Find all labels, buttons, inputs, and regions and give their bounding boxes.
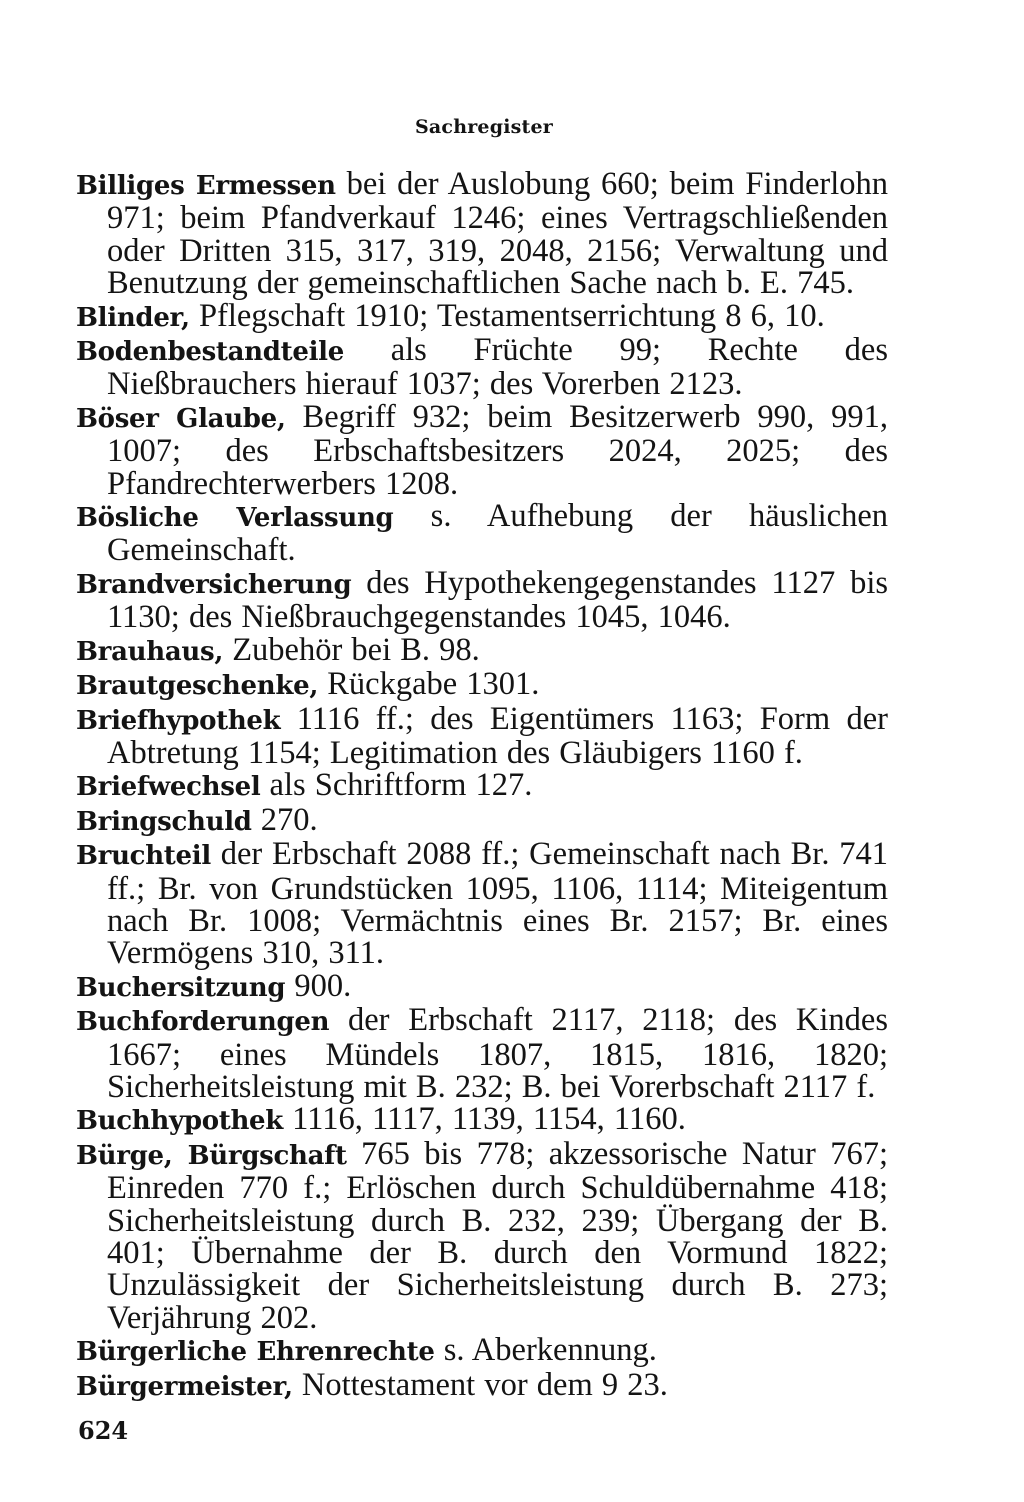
index-entry (76, 564, 888, 636)
index-entry (76, 1004, 888, 1103)
index-entry (76, 700, 888, 771)
entry-term: Bürge, Bürgschaft (76, 1140, 347, 1171)
index-entry (76, 398, 889, 502)
entry-references: 765 bis 778; akzessorische Natur 767; Einreden 770 f.; Erlöschen durch Schuldübernahme 418; Sicherheitsleistung durch B. 232, 239; Übergang der B. 401; Übernahme der B. durch den Vormund 1822; Unzulässigkeit der Sicherheitsleistung durch B. 273; Verjährung 202. (107, 1135, 888, 1336)
entry-references: der Erbschaft 2088 ff.; Gemeinschaft nach Br. 741 ff.; Br. von Grundstücken 1095, 1106, 1114; Miteigentum nach Br. 1008; Vermächtnis eines Br. 2157; Br. eines Vermögens 310, 311. (107, 836, 888, 972)
entry-term: Bruchteil (76, 841, 211, 872)
index-entry-list (76, 168, 888, 1403)
entry-term: Blinder, (76, 302, 190, 333)
index-entry (76, 297, 888, 334)
entry-references: Zubehör bei B. 98. (223, 631, 480, 668)
index-entry (76, 1103, 888, 1137)
entry-term: Bodenbestandteile (76, 337, 344, 368)
index-entry (76, 769, 888, 803)
entry-references: 1116 ff.; des Eigentümers 1163; Form der Abtretung 1154; Legitimation des Gläubigers 1160 f. (107, 700, 888, 771)
entry-references: Pflegschaft 1910; Testamentserrichtung 8 6, 10. (189, 297, 825, 334)
index-entry (76, 334, 888, 401)
entry-references: Rückgabe 1301. (318, 666, 540, 703)
entry-term: Briefhypothek (76, 705, 281, 736)
entry-term: Buchersitzung (76, 972, 286, 1003)
index-entry (76, 1366, 888, 1403)
entry-term: Bürgermeister, (76, 1371, 293, 1402)
index-entry (76, 668, 888, 702)
index-entry (76, 801, 888, 838)
entry-references: s. Aufhebung der häuslichen Gemeinschaft. (107, 498, 888, 569)
index-entry (76, 1135, 888, 1336)
page-number: 624 (78, 1416, 129, 1445)
index-entry (76, 967, 888, 1004)
entry-term: Brauhaus, (76, 636, 224, 667)
running-head-title: Sachregister (415, 116, 553, 138)
index-entry (76, 500, 888, 567)
entry-term: Bösliche Verlassung (76, 503, 394, 534)
entry-term: Brautgeschenke, (76, 671, 319, 702)
entry-references: 270. (251, 801, 318, 838)
entry-references: der Erbschaft 2117, 2118; des Kindes 1667; eines Mündels 1807, 1815, 1816, 1820; Sicherheitsleistung mit B. 232; B. bei Vorerbschaft 2117 f. (107, 1002, 888, 1105)
entry-term: Buchhypothek (76, 1106, 284, 1137)
index-entry (76, 838, 888, 970)
entry-references: s. Aberkennung. (434, 1332, 657, 1369)
entry-term: Brandversicherung (76, 569, 352, 600)
entry-references: Nottestament vor dem 9 23. (292, 1366, 668, 1403)
entry-term: Bringschuld (76, 806, 252, 837)
entry-references: des Hypothekengegenstandes 1127 bis 1130; des Nießbrauchgegenstandes 1045, 1046. (107, 564, 888, 636)
entry-references: bei der Auslobung 660; beim Finderlohn 971; beim Pfandverkauf 1246; eines Vertragschließenden oder Dritten 315, 317, 319, 2048, 2156; Verwaltung und Benutzung der gemeinschaftlichen Sache nach b. E. 745. (107, 166, 888, 302)
index-entry (76, 631, 888, 668)
entry-references: als Früchte 99; Rechte des Nießbrauchers hierauf 1037; des Vorerben 2123. (107, 332, 888, 403)
entry-references: 900. (285, 967, 352, 1004)
entry-term: Billiges Ermessen (76, 171, 336, 201)
index-entry (76, 1334, 888, 1368)
index-entry (76, 168, 888, 300)
entry-references: 1116, 1117, 1139, 1154, 1160. (283, 1101, 686, 1138)
entry-term: Bürgerliche Ehrenrechte (76, 1337, 435, 1368)
entry-references: als Schriftform 127. (260, 767, 533, 804)
entry-term: Buchforderungen (76, 1007, 330, 1038)
entry-term: Böser Glaube, (76, 403, 286, 434)
entry-term: Briefwechsel (76, 772, 261, 803)
entry-references: Begriff 932; beim Besitzerwerb 990, 991, 1007; des Erbschaftsbesitzers 2024, 2025; des Pfandrechterwerbers 1208. (107, 398, 889, 502)
